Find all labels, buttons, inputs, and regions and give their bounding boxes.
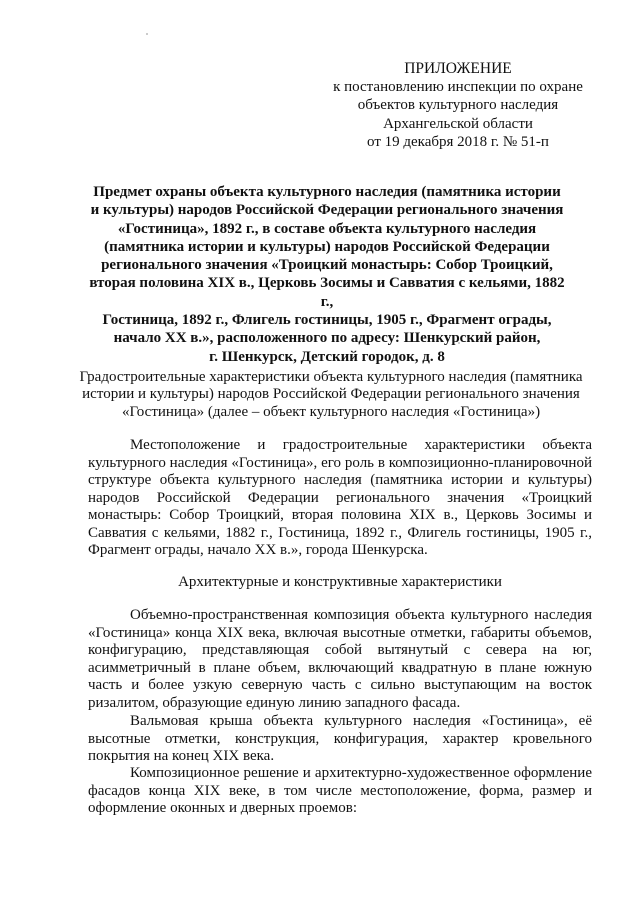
- title-line: Предмет охраны объекта культурного наследия (памятника истории: [93, 184, 561, 200]
- appendix-block: [318, 60, 598, 151]
- title-line: г. Шенкурск, Детский городок, д. 8: [209, 348, 445, 365]
- section-subtitle: [78, 369, 584, 421]
- title-line: и культуры) народов Российской Федерации регионального значения: [90, 202, 564, 219]
- scan-speck: [146, 33, 148, 35]
- paragraph-location: Местоположение и градостроительные характеристики объекта культурного наследия «Гостиница», его роль в композиционно-планировочной структуре объекта культурного наследия (памятника истории и культуры) народов Российской Федерации регионального значения «Троицкий монастырь: Собор Троицкий, вторая половина XIX в., Церковь Зосимы и Савватия с кельями, 1882 г., Гостиница, 1892 г., Флигель гостиницы, 1905 г., Фрагмент ограды, начало XX в.», города Шенкурска.: [88, 437, 592, 558]
- title-line: вторая половина XIX в., Церковь Зосимы и Савватия с кельями, 1882 г.,: [89, 275, 565, 310]
- title-line: «Гостиница», 1892 г., в составе объекта культурного наследия: [117, 220, 537, 237]
- appendix-title: ПРИЛОЖЕНИЕ: [404, 60, 512, 77]
- appendix-line: от 19 декабря 2018 г. № 51-п: [367, 133, 549, 150]
- title-line: (памятника истории и культуры) народов Российской Федерации: [104, 238, 550, 255]
- section-heading: Архитектурные и конструктивные характеристики: [178, 574, 502, 590]
- appendix-line: к постановлению инспекции по охране: [333, 79, 583, 96]
- title-line: регионального значения «Троицкий монастырь: Собор Троицкий,: [101, 257, 553, 274]
- appendix-line: объектов культурного наследия: [357, 97, 559, 114]
- paragraph-composition: Объемно-пространственная композиция объекта культурного наследия «Гостиница» конца XIX века, включая высотные отметки, габариты объемов, конфигурацию, представляющая собой вытянутый с севера на юг, асимметричный в плане объем, включающий квадратную в плане южную часть и более узкую северную часть с сильно выступающим на восток ризалитом, образующие единую линию западного фасада.: [88, 607, 592, 711]
- paragraph-facades: Композиционное решение и архитектурно-художественное оформление фасадов конца XIX веке, в том числе местоположение, форма, размер и оформление оконных и дверных проемов:: [88, 765, 592, 816]
- title-line: начало XX в.», расположенного по адресу: Шенкурский район,: [113, 330, 541, 347]
- subtitle-line: истории и культуры) народов Российской Федерации регионального значения: [82, 386, 580, 403]
- subtitle-line: «Гостиница» (далее – объект культурного наследия «Гостиница»): [121, 403, 541, 420]
- paragraph-roof: Вальмовая крыша объекта культурного наследия «Гостиница», её высотные отметки, конструкция, конфигурация, характер кровельного покрытия на конец XIX века.: [88, 713, 592, 764]
- title-line: Гостиница, 1892 г., Флигель гостиницы, 1905 г., Фрагмент ограды,: [102, 312, 552, 329]
- subtitle-line: Градостроительные характеристики объекта культурного наследия (памятника: [79, 369, 583, 385]
- document-title: [82, 183, 572, 366]
- appendix-line: Архангельской области: [383, 115, 533, 132]
